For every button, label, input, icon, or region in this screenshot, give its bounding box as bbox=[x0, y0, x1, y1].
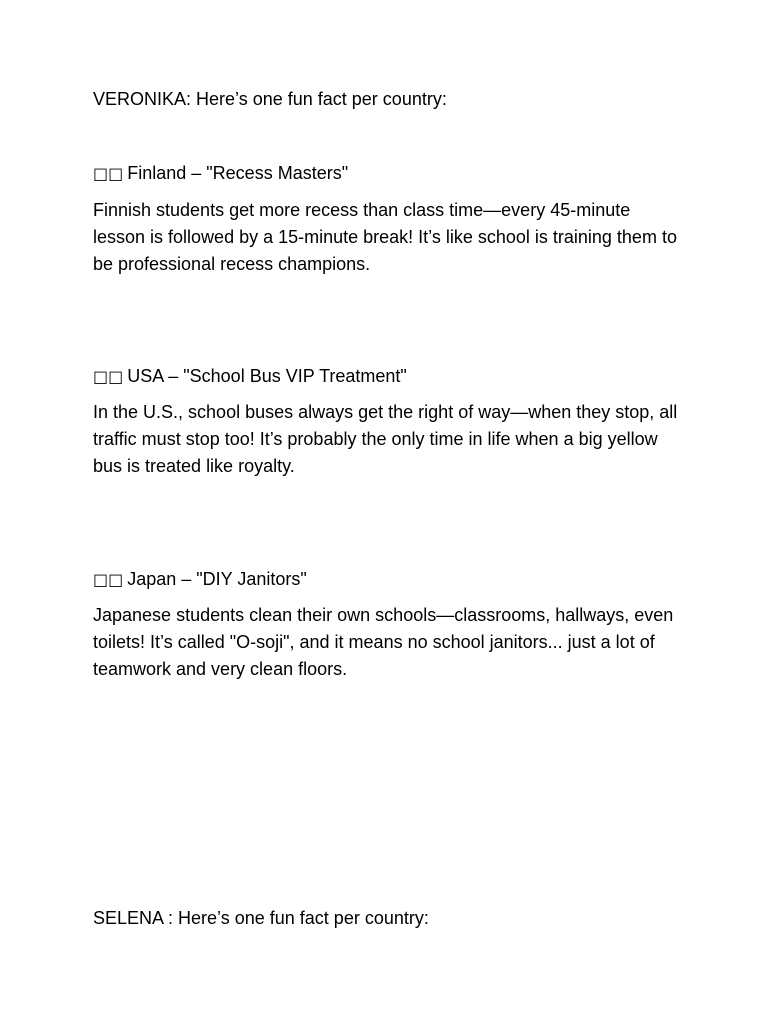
fact-heading-japan bbox=[93, 566, 683, 593]
flag-icon-japan: □□ bbox=[93, 570, 124, 589]
fact-body-japan: Japanese students clean their own schools—classrooms, hallways, even toilets! It’s called "O-soji", and it means no school janitors... just a lot of teamwork and very clean floors. bbox=[93, 605, 674, 679]
fact-heading-finland bbox=[93, 160, 683, 187]
fact-body-finland: Finnish students get more recess than class time—every 45-minute lesson is followed by a 15-minute break! It’s like school is training them to be professional recess champions. bbox=[93, 200, 677, 274]
speaker-intro-veronika: VERONIKA: Here’s one fun fact per country: bbox=[93, 89, 447, 109]
fact-heading-text: USA – "School Bus VIP Treatment" bbox=[127, 366, 407, 386]
fact-body-usa: In the U.S., school buses always get the right of way—when they stop, all traffic must stop too! It’s probably the only time in life when a big yellow bus is treated like royalty. bbox=[93, 402, 678, 476]
fact-heading-text: Finland – "Recess Masters" bbox=[127, 163, 349, 183]
speaker-intro-selena: SELENA : Here’s one fun fact per country: bbox=[93, 908, 429, 928]
flag-icon-usa: □□ bbox=[93, 367, 124, 386]
fact-heading-usa bbox=[93, 363, 683, 390]
fact-heading-text: Japan – "DIY Janitors" bbox=[127, 569, 307, 589]
flag-icon-finland: □□ bbox=[93, 164, 124, 183]
